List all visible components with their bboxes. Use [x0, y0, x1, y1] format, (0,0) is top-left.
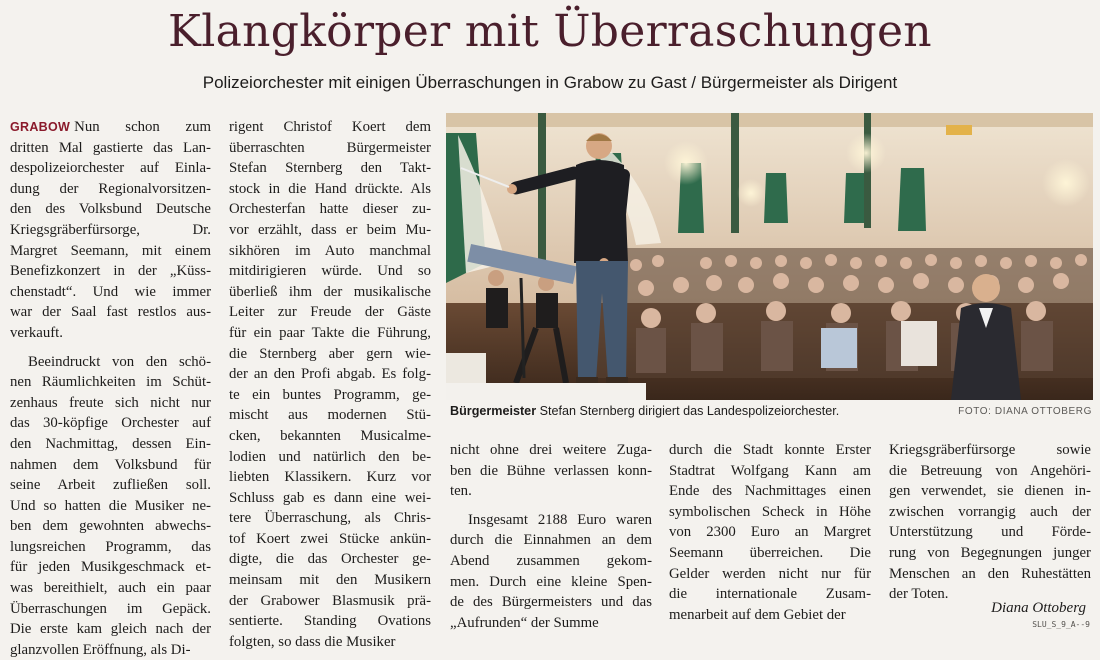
article-headline: Klangkörper mit Überraschungen: [168, 6, 932, 57]
text-line: Und so hatten die Musiker ne-: [10, 497, 211, 514]
text-line-content: Nun schon zum: [74, 119, 211, 135]
text-line: der Toten.: [889, 586, 949, 603]
text-line: den Nachmittag, dessen Ein-: [10, 435, 211, 452]
text-line: die Betreuung von Angehöri-: [889, 462, 1091, 479]
text-line: sikhören im Auto manchmal: [229, 242, 431, 259]
text-line: digte, die das Orchester ge-: [229, 551, 431, 568]
text-line: Menschen an den Ruhestätten: [889, 565, 1091, 582]
text-line: verkauft.: [10, 324, 63, 341]
text-line: Die erste kam gleich nach der: [10, 621, 211, 638]
text-line: ten.: [450, 483, 472, 500]
text-line: zenhaus freute sich nicht nur: [10, 394, 211, 411]
paragraph-gap: [450, 502, 652, 510]
page-code: SLU_S_9_A--9: [1032, 620, 1090, 629]
text-line: men. Durch eine kleine Spen-: [450, 573, 652, 590]
article-column-4: [669, 440, 871, 625]
text-line: sentierte. Standing Ovations: [229, 613, 431, 630]
text-line: dritten Mal gastierte das Lan-: [10, 139, 211, 156]
text-line: gen verwendet, sie dienen in-: [889, 483, 1091, 500]
article-author: Diana Ottoberg: [991, 600, 1086, 616]
text-line: rung von Begegnungen junger: [889, 544, 1091, 561]
paragraph-gap: [10, 344, 211, 352]
text-line: nen Räumlichkeiten im Schüt-: [10, 374, 211, 391]
text-line: durch die Stadt konnte Erster: [669, 442, 871, 458]
text-line: dung der Regionalvorsitzen-: [10, 180, 211, 197]
text-line: für jeden Musikgeschmack et-: [10, 559, 211, 576]
text-line: chenstadt“. Und wie immer: [10, 283, 211, 300]
text-line: die Sternberg aber gern wie-: [229, 345, 431, 362]
article-photo: [446, 113, 1093, 400]
text-line: te ein buntes Programm, ge-: [229, 386, 431, 403]
text-line: zwischen vorrangig auch der: [889, 503, 1091, 520]
text-line: nahmen dem Volksbund für: [10, 456, 211, 473]
text-line: Insgesamt 2188 Euro waren: [468, 511, 652, 528]
text-line: Stefan Sternberg den Takt-: [229, 160, 431, 177]
text-line: durch die Einnahmen an dem: [450, 532, 652, 549]
text-line: was bereithielt, auch ein paar: [10, 580, 211, 597]
text-line: meinsam mit den Musikern: [229, 572, 431, 589]
concert-photo-illustration: [446, 113, 1093, 400]
text-line: vor erzählt, dass er beim Mu-: [229, 221, 431, 238]
text-line: de des Bürgermeisters und das: [450, 594, 652, 611]
article-column-1: [10, 117, 211, 660]
text-line: die internationale Zusam-: [669, 586, 871, 603]
text-line: [10, 117, 211, 138]
text-line: tof Koert zwei Stücke ankün-: [229, 530, 431, 547]
text-line: Überraschungen im Gepäck.: [10, 600, 211, 617]
text-line: überraschten Bürgermeister: [229, 139, 431, 156]
text-line: tere Überraschung, als Chris-: [229, 510, 431, 527]
text-line: „Aufrunden“ der Summe: [450, 614, 599, 631]
article-column-2: [229, 117, 431, 652]
text-line: rigent Christof Koert dem: [229, 119, 431, 135]
text-line: Seemann überreichen. Die: [669, 544, 871, 561]
text-line: Beeindruckt von den schö-: [28, 353, 211, 370]
text-line: Benefizkonzert in der „Küss-: [10, 263, 211, 280]
text-line: war der Saal fast restlos aus-: [10, 304, 211, 321]
text-line: von 2300 Euro an Margret: [669, 524, 871, 541]
text-line: folgten, so dass die Musiker: [229, 633, 396, 650]
text-line: Ende des Nachmittages einen: [669, 483, 871, 500]
text-line: symbolischen Scheck in Höhe: [669, 503, 871, 520]
article-column-5: [889, 440, 1091, 605]
text-line: der Grabower Blasmusik prä-: [229, 592, 431, 609]
text-line: ben die Bühne verlassen konn-: [450, 462, 652, 479]
text-line: mitdirigieren würde. Und so: [229, 263, 431, 280]
text-line: liebten Klassikern. Kurz vor: [229, 469, 431, 486]
text-line: glanzvollen Eröffnung, als Di-: [10, 641, 191, 658]
text-line: der an den Profi abgab. Es folg-: [229, 366, 431, 383]
caption-lead: Bürgermeister: [450, 404, 537, 418]
text-line: menarbeit auf dem Gebiet der: [669, 606, 846, 623]
text-line: Gelder werden nicht nur für: [669, 565, 871, 582]
text-line: Abend zusammen gekom-: [450, 552, 652, 569]
text-line: Kriegsgräberfürsorge, Dr.: [10, 221, 211, 238]
dateline: GRABOW: [10, 120, 71, 134]
article-subheadline: Polizeiorchester mit einigen Überraschungen in Grabow zu Gast / Bürgermeister als Dirigent: [202, 73, 898, 92]
text-line: Schluss gab es dann eine wei-: [229, 489, 431, 506]
caption-text: Stefan Sternberg dirigiert das Landespolizeiorchester.: [536, 404, 840, 418]
text-line: den des Volksbund Deutsche: [10, 201, 211, 218]
text-line: Stadtrat Wolfgang Kann am: [669, 462, 871, 479]
text-line: Kriegsgräberfürsorge sowie: [889, 442, 1091, 458]
text-line: nicht ohne drei weitere Zuga-: [450, 442, 652, 458]
text-line: das 30-köpfige Orchester auf: [10, 415, 211, 432]
text-line: Leiter zur Freude der Gäste: [229, 304, 431, 321]
text-line: despolizeiorchester auf Einla-: [10, 160, 211, 177]
text-line: cken, bekannten Musicalme-: [229, 427, 431, 444]
text-line: mischt aus modernen Stü-: [229, 407, 431, 424]
text-line: Orchesterfan hatte dieser zu-: [229, 201, 431, 218]
text-line: stock in die Hand drückte. Als: [229, 180, 431, 197]
text-line: für ein paar Takte die Führung,: [229, 324, 431, 341]
article-column-3: [450, 440, 652, 633]
text-line: Margret Seemann, mit einem: [10, 242, 211, 259]
photo-credit: FOTO: DIANA OTTOBERG: [958, 406, 1092, 417]
text-line: überließ ihm der musikalische: [229, 283, 431, 300]
text-line: lungsreichen Programm, das: [10, 538, 211, 555]
text-line: Unterstützung und Förde-: [889, 524, 1091, 541]
audience: [596, 248, 1093, 400]
text-line: ben dem gewohnten abwechs-: [10, 518, 211, 535]
text-line: seine Arbeit zufließen soll.: [10, 477, 211, 494]
text-line: lodien und natürlich den be-: [229, 448, 431, 465]
